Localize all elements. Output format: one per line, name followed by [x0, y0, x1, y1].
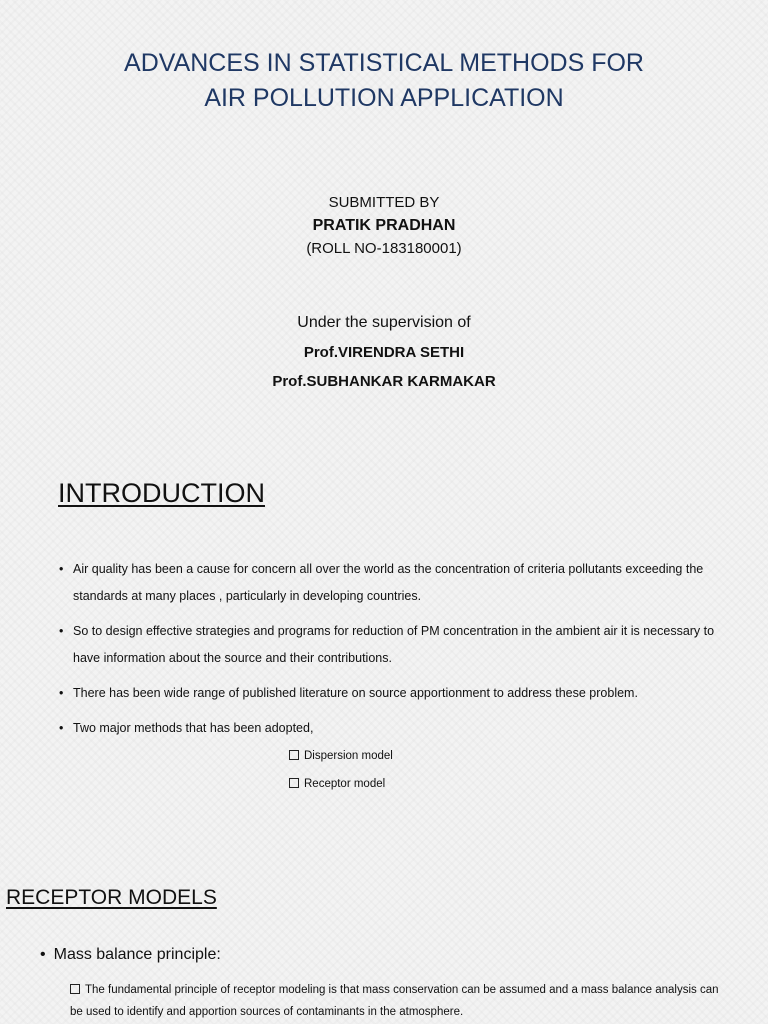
bullet-dot-icon: •	[40, 946, 46, 963]
title-line-2: AIR POLLUTION APPLICATION	[204, 84, 564, 112]
method-label: Dispersion model	[304, 750, 393, 762]
roll-number: (ROLL NO-183180001)	[306, 240, 462, 257]
introduction-bullets	[58, 556, 738, 750]
submitted-by-label: SUBMITTED BY	[328, 194, 440, 211]
checkbox-square-icon	[289, 750, 299, 760]
student-name: PRATIK PRADHAN	[312, 217, 456, 234]
supervisor-2: Prof.SUBHANKAR KARMAKAR	[272, 373, 496, 390]
title-line-1: ADVANCES IN STATISTICAL METHODS FOR	[124, 49, 644, 77]
method-item-receptor	[289, 778, 385, 790]
checkbox-square-icon	[289, 778, 299, 788]
page-title	[0, 46, 768, 116]
principle-text: The fundamental principle of receptor modeling is that mass conservation can be assumed and a mass balance analysis can be used to identify and apportion sources of contaminants in the atmosphere.	[70, 984, 719, 1018]
list-item: • There has been wide range of published literature on source apportionment to address these problem.	[58, 680, 738, 707]
introduction-heading: INTRODUCTION	[58, 478, 265, 508]
method-item-dispersion	[289, 750, 393, 762]
list-item: • So to design effective strategies and programs for reduction of PM concentration in the ambient air it is necessary to have information about the source and their contributions.	[58, 618, 738, 672]
supervision-label: Under the supervision of	[297, 314, 471, 331]
supervisor-1: Prof.VIRENDRA SETHI	[303, 344, 465, 361]
checkbox-square-icon	[70, 984, 80, 994]
list-item: • Two major methods that has been adopted,	[58, 715, 738, 742]
principle-paragraph	[70, 979, 720, 1023]
list-item: • Air quality has been a cause for concern all over the world as the concentration of criteria pollutants exceeding the standards at many places , particularly in developing countries.	[58, 556, 738, 610]
receptor-models-heading: RECEPTOR MODELS	[6, 886, 217, 909]
mass-balance-bullet	[40, 946, 221, 964]
mass-balance-label: Mass balance principle:	[53, 946, 221, 963]
method-label: Receptor model	[304, 778, 386, 790]
